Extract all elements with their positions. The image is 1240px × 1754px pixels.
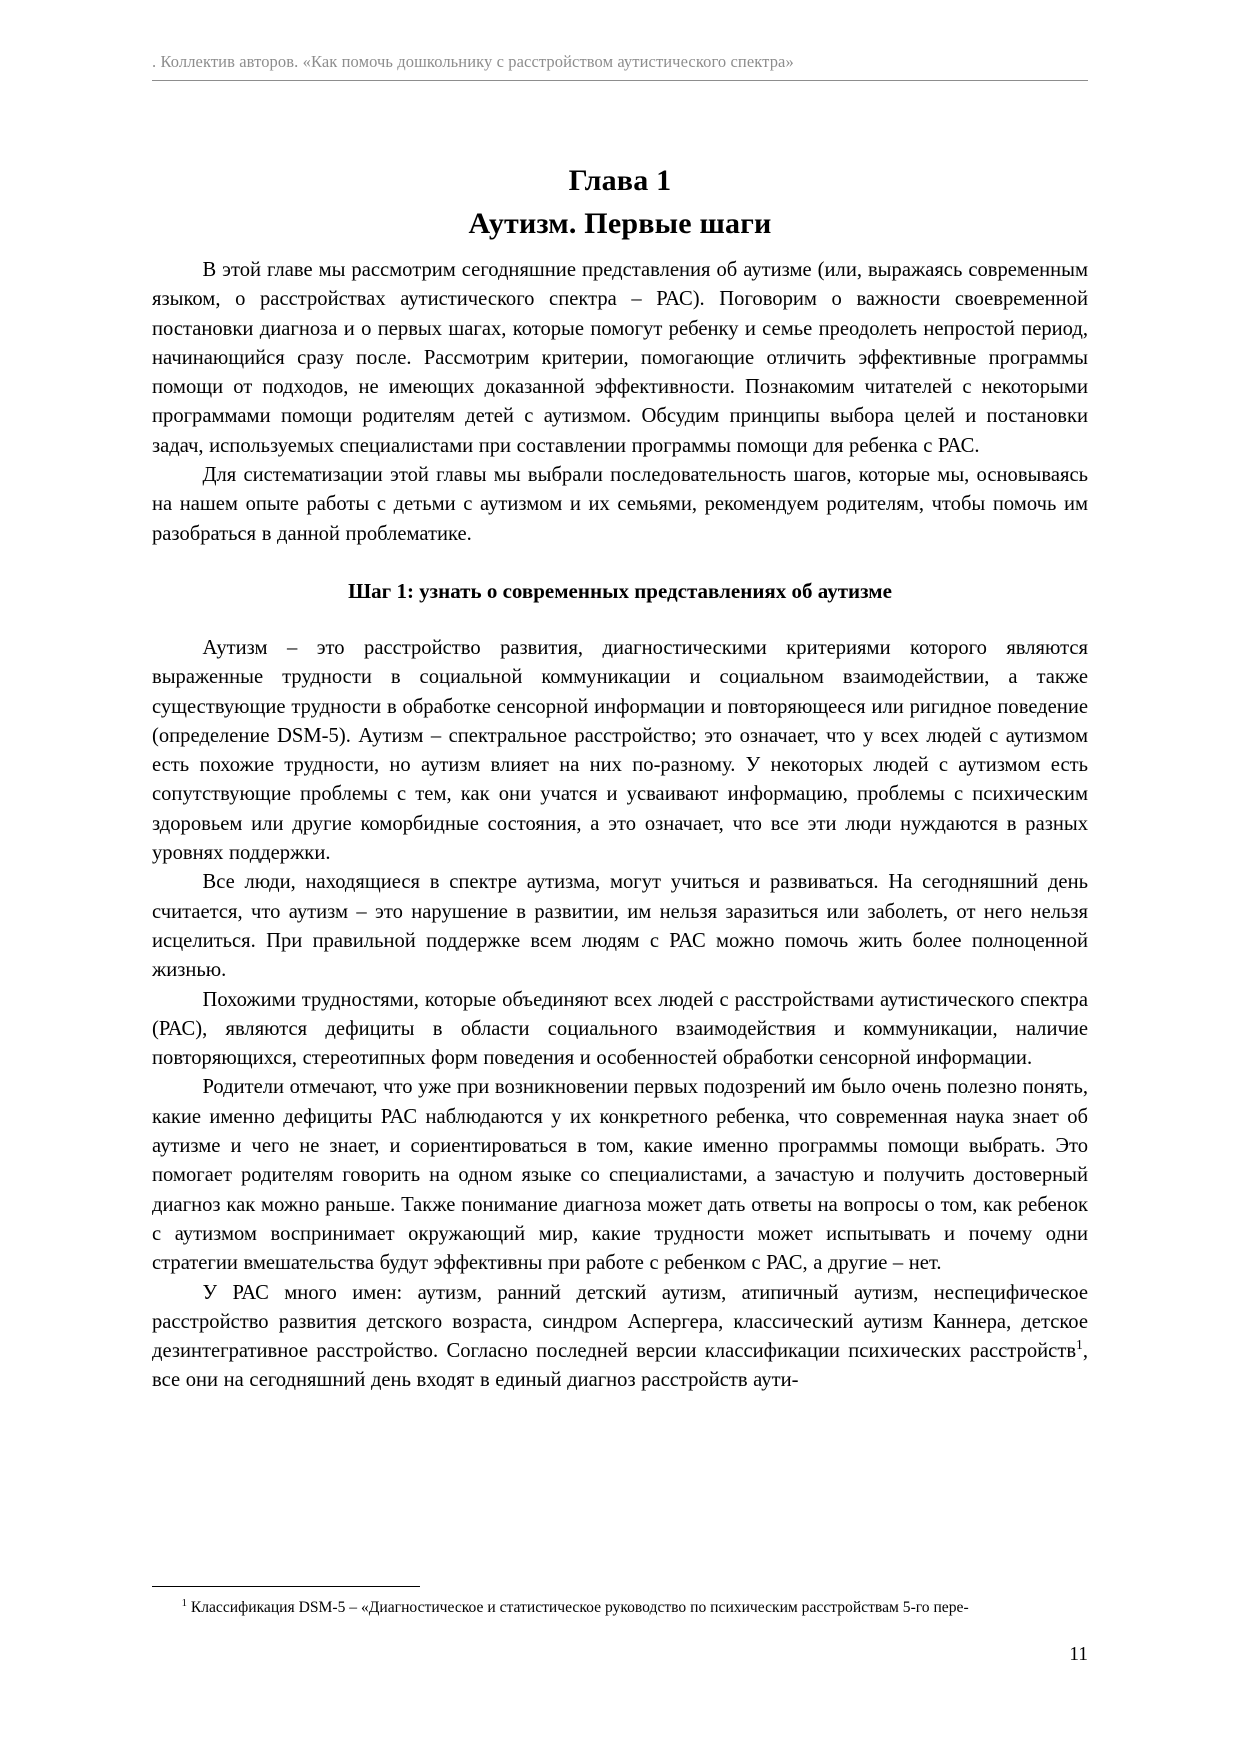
paragraph-7	[152, 1279, 1088, 1396]
paragraph-2: Для систематизации этой главы мы выбрали последовательность шагов, которые мы, основываясь на нашем опыте работы с детьми с аутизмом и их семьями, рекомендуем родителям, чтобы помочь им разобраться в данной проблематике.	[152, 464, 1088, 545]
footnote-number: 1	[181, 1597, 187, 1609]
footnote-area	[152, 1586, 1088, 1618]
chapter-number: Глава 1	[568, 164, 672, 197]
footnote-text: Классификация DSM-5 – «Диагностическое и статистическое руководство по психическим расстройствам 5-го пере-	[190, 1599, 969, 1616]
paragraph-7-text-before-footnote-ref: У РАС много имен: аутизм, ранний детский аутизм, атипичный аутизм, неспецифическое расстройство развития детского возраста, синдром Аспергера, классический аутизм Каннера, детское дезинтегративное расстройство. Согласно последней версии классификации психических расстройств	[152, 1281, 1088, 1363]
header-divider-rule	[152, 80, 1088, 81]
paragraph-3: Аутизм – это расстройство развития, диагностическими критериями которого являются выраженные трудности в социальной коммуникации и социальном взаимодействии, а также существующие трудности в обработке сенсорной информации и повторяющееся или ригидное поведение (определение DSM-5). Аутизм – спектральное расстройство; это означает, что у всех людей с аутизмом есть похожие трудности, но аутизм влияет на них по-разному. У некоторых людей с аутизмом есть сопутствующие проблемы с тем, как они учатся и усваивают информацию, проблемы с психическим здоровьем или другие коморбидные состояния, а это означает, что все эти люди нуждаются в разных уровнях поддержки.	[152, 636, 1088, 865]
body-text-column	[152, 256, 1088, 1396]
chapter-heading	[152, 160, 1088, 245]
footnote-separator-rule	[152, 1586, 420, 1587]
running-header	[152, 52, 1088, 81]
paragraph-5: Похожими трудностями, которые объединяют всех людей с расстройствами аутистического спектра (РАС), являются дефициты в области социального взаимодействия и коммуникации, наличие повторяющихся, стереотипных форм поведения и особенностей обработки сенсорной информации.	[152, 988, 1088, 1070]
paragraph-1: В этой главе мы рассмотрим сегодняшние представления об аутизме (или, выражаясь современным языком, о расстройствах аутистического спектра – РАС). Поговорим о важности своевременной постановки диагноза и о первых шагах, которые помогут ребенку и семье преодолеть непростой период, начинающийся сразу после. Рассмотрим критерии, помогающие отличить эффективные программы помощи от подходов, не имеющих доказанной эффективности. Познакомим читателей с некоторыми программами помощи родителям детей с аутизмом. Обсудим принципы выбора целей и постановки задач, используемых специалистами при составлении программы помощи для ребенка с РАС.	[152, 259, 1088, 457]
footnote-entry	[152, 1597, 1088, 1618]
paragraph-7-text-after-footnote-ref: , все они на сегодняшний день входят в единый диагноз расстройств аути-	[152, 1340, 1088, 1392]
footnote-reference-marker[interactable]: 1	[1076, 1337, 1083, 1353]
paragraph-6: Родители отмечают, что уже при возникновении первых подозрений им было очень полезно понять, какие именно дефициты РАС наблюдаются у их конкретного ребенка, что современная наука знает об аутизме и чего не знает, и сориентироваться в том, какие именно программы помощи выбрать. Это помогает родителям говорить на одном языке со специалистами, а зачастую и получить достоверный диагноз как можно раньше. Также понимание диагноза может дать ответы на вопросы о том, как ребенок с аутизмом воспринимает окружающий мир, какие трудности может испытывать и почему одни стратегии вмешательства будут эффективны при работе с ребенком с РАС, а другие – нет.	[152, 1076, 1088, 1275]
step-1-heading: Шаг 1: узнать о современных представлениях об аутизме	[348, 578, 892, 603]
page-number: 11	[1069, 1644, 1088, 1665]
chapter-title: Аутизм. Первые шаги	[468, 206, 772, 240]
paragraph-4: Все люди, находящиеся в спектре аутизма, могут учиться и развиваться. На сегодняшний день считается, что аутизм – это нарушение в развитии, им нельзя заразиться или заболеть, от него нельзя исцелиться. При правильной поддержке всем людям с РАС можно помочь жить более полноценной жизнью.	[152, 871, 1088, 982]
running-header-text: . Коллектив авторов. «Как помочь дошкольнику с расстройством аутистического спектра»	[152, 52, 794, 71]
